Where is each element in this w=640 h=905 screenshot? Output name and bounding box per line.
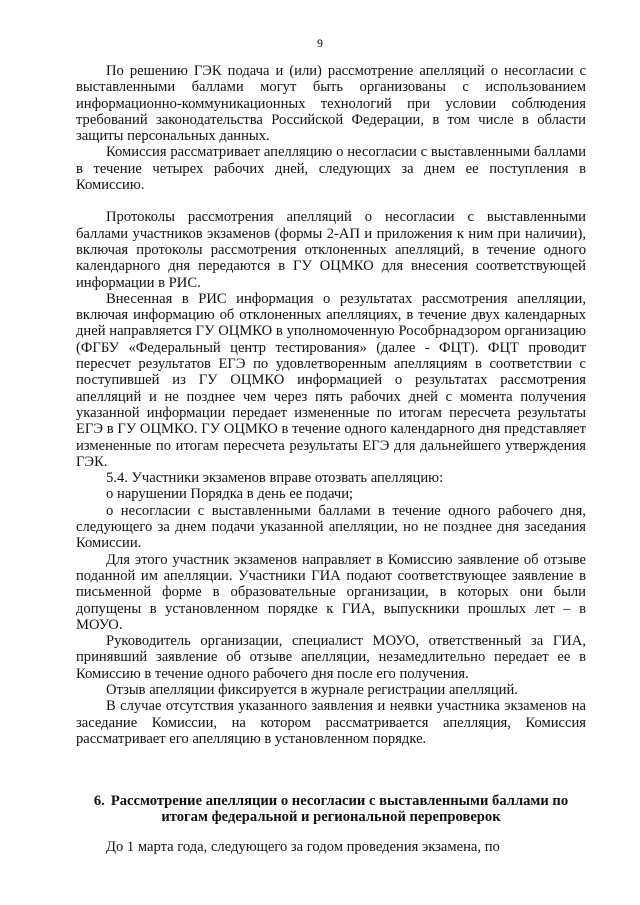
section-heading [76, 793, 586, 826]
paragraph-march-deadline: До 1 марта года, следующего за годом проведения экзамена, по [106, 839, 500, 855]
section-title: Рассмотрение апелляции о несогласии с выставленными баллами по итогам федеральной и региональной перепроверок [110, 793, 569, 826]
paragraph-ris-info: Внесенная в РИС информация о результатах рассмотрения апелляции, включая информацию об отклоненных апелляциях, в течение двух календарных дней направляется ГУ ОЦМКО в уполномоченную Рособрнадзором организацию (ФГБУ «Федеральный центр тестирования» (далее - ФЦТ). ФЦТ проводит пересчет результатов ЕГЭ по удовлетворенным апелляциям в соответствии с поступившей из ГУ ОЦМКО информацией о результатах рассмотрения апелляций и не позднее чем через пять рабочих дней с момента получения указанной информации передает измененные по итогам пересчета результаты ЕГЭ в ГУ ОЦМКО. ГУ ОЦМКО в течение одного календарного дня представляет измененные по итогам пересчета результаты ЕГЭ для дальнейшего утверждения ГЭК. [76, 290, 586, 470]
paragraph-protocols: Протоколы рассмотрения апелляций о несогласии с выставленными баллами участников экзаменов (формы 2-АП и приложения к ним при наличии), включая протоколы рассмотрения отклоненных апелляций, в течение одного календарного дня передаются в ГУ ОЦМКО для внесения соответствующей информации в РИС. [76, 209, 586, 291]
paragraph-withdraw-journal: Отзыв апелляции фиксируется в журнале регистрации апелляций. [106, 681, 518, 698]
section-number: 6. [93, 793, 105, 809]
paragraph-absence: В случае отсутствия указанного заявления и неявки участника экзаменов на заседание Комиссии, на котором рассматривается апелляция, Комиссия рассматривает его апелляцию в установленном порядке. [76, 698, 586, 747]
paragraph-withdraw-violation: о нарушении Порядка в день ее подачи; [106, 486, 354, 503]
paragraph-review-period: Комиссия рассматривает апелляцию о несогласии с выставленными баллами в течение четырех рабочих дней, следующих за днем ее поступления в Комиссию. [76, 144, 586, 194]
page-number: 9 [317, 36, 323, 50]
paragraph-withdraw-disagreement: о несогласии с выставленными баллами в течение одного рабочего дня, следующего за днем подачи указанной апелляции, но не позднее дня заседания Комиссии. [76, 502, 586, 552]
paragraph-withdraw-right: 5.4. Участники экзаменов вправе отозвать апелляцию: [106, 470, 444, 487]
body-text [76, 63, 586, 747]
paragraph-withdraw-procedure: Для этого участник экзаменов направляет в Комиссию заявление об отзыве поданной им апелляции. Участники ГИА подают соответствующее заявление в письменной форме в образовательные организации, в которых они были допущены в установленном порядке к ГИА, выпускники прошлых лет – в МОУО. [76, 551, 586, 633]
paragraph-ict-appeals: По решению ГЭК подача и (или) рассмотрение апелляций о несогласии с выставленными баллами могут быть организованы с использованием информационно-коммуникационных технологий при условии соблюдения требований законодательства Российской Федерации, в том числе в области защиты персональных данных. [76, 63, 586, 145]
paragraph-organization-head: Руководитель организации, специалист МОУО, ответственный за ГИА, принявший заявление об отзыве апелляции, незамедлительно передает ее в Комиссию в течение одного рабочего дня после его получения. [76, 633, 586, 682]
